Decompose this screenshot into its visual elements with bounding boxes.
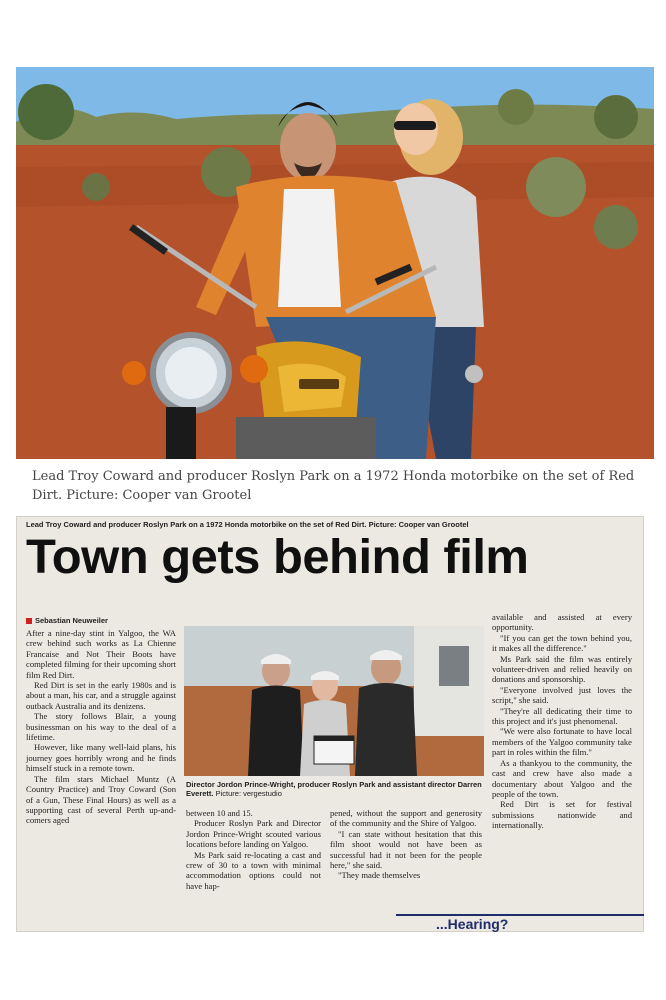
article-column-1	[26, 628, 176, 826]
paragraph: available and assisted at every opportunity.	[492, 612, 632, 633]
paragraph: However, like many well-laid plans, his journey goes horribly wrong and he finds himself stuck in a remote town.	[26, 742, 176, 774]
clipping-topline: Lead Troy Coward and producer Roslyn Park on a 1972 Honda motorbike on the set of Red Dirt. Picture: Cooper van Grootel	[26, 520, 469, 529]
photo-caption: Lead Troy Coward and producer Roslyn Park on a 1972 Honda motorbike on the set of Red Dirt. Picture: Cooper van Grootel	[32, 469, 635, 503]
article-column-2	[186, 808, 321, 891]
byline-marker-icon	[26, 618, 32, 624]
article-column-4	[492, 612, 632, 831]
newspaper-clipping	[16, 516, 644, 932]
paragraph: Red Dirt is set in the early 1980s and is about a man, his car, and a struggle against outback Australia and its denizens.	[26, 680, 176, 711]
photo-illustration	[16, 67, 654, 459]
paragraph: After a nine-day stint in Yalgoo, the WA crew behind such works as La Chienne Francaise and Not Their Boots have completed filming for their upcoming short film Red Dirt.	[26, 628, 176, 680]
paragraph: The story follows Blair, a young businessman on his way to the deal of a lifetime.	[26, 711, 176, 743]
paragraph: The film stars Michael Muntz (A Country Practice) and Troy Coward (Son of a Gun, These Final Hours) as well as a supporting cast of several Perth up-and-comers aged	[26, 773, 176, 826]
motorbike-photo	[16, 67, 654, 459]
crew-photo-caption-text: Director Jordon Prince-Wright, producer Roslyn Park and assistant director Darren Everett.	[186, 780, 482, 798]
paragraph: As a thankyou to the community, the cast and crew have also made a documentary about Yalgoo and the people of the town.	[492, 757, 632, 799]
paragraph: "We were also fortunate to have local members of the Yalgoo community take part in roles within the film."	[492, 726, 632, 758]
paragraph: Ms Park said the film was entirely volunteer-driven and relied heavily on donations and sponsorship.	[492, 653, 632, 685]
crew-photo-illustration	[184, 626, 484, 776]
crew-photo-caption	[186, 780, 486, 798]
paragraph: "Everyone involved just loves the script," she said.	[492, 684, 632, 706]
paragraph: Red Dirt is set for festival submissions nationwide and internationally.	[492, 799, 632, 831]
paragraph: "They're all dedicating their time to this project and it's just phenomenal.	[492, 705, 632, 727]
paragraph: "If you can get the town behind you, it makes all the difference."	[492, 632, 632, 654]
next-article-strip: ...Hearing?	[396, 914, 644, 932]
paragraph: Producer Roslyn Park and Director Jordon Prince-Wright scouted various locations before landing on Yalgoo.	[186, 818, 321, 850]
clipping-headline: Town gets behind film	[26, 531, 529, 584]
paragraph: Ms Park said re-locating a cast and crew of 30 to a town with minimal accommodation options could not have hap-	[186, 849, 321, 891]
paragraph: between 10 and 15.	[186, 808, 253, 818]
article-column-3	[330, 808, 482, 881]
crew-photo	[184, 626, 484, 776]
crew-photo-credit: Picture: vergestudio	[215, 789, 282, 798]
paragraph: "They made themselves	[338, 870, 421, 881]
byline-name: Sebastian Neuweiler	[35, 616, 108, 625]
paragraph: pened, without the support and generosity of the community and the Shire of Yalgoo.	[330, 808, 482, 829]
byline	[26, 616, 108, 625]
paragraph: "I can state without hesitation that this film shoot would not have been as successful had it not been for the people here," she said.	[330, 828, 482, 871]
